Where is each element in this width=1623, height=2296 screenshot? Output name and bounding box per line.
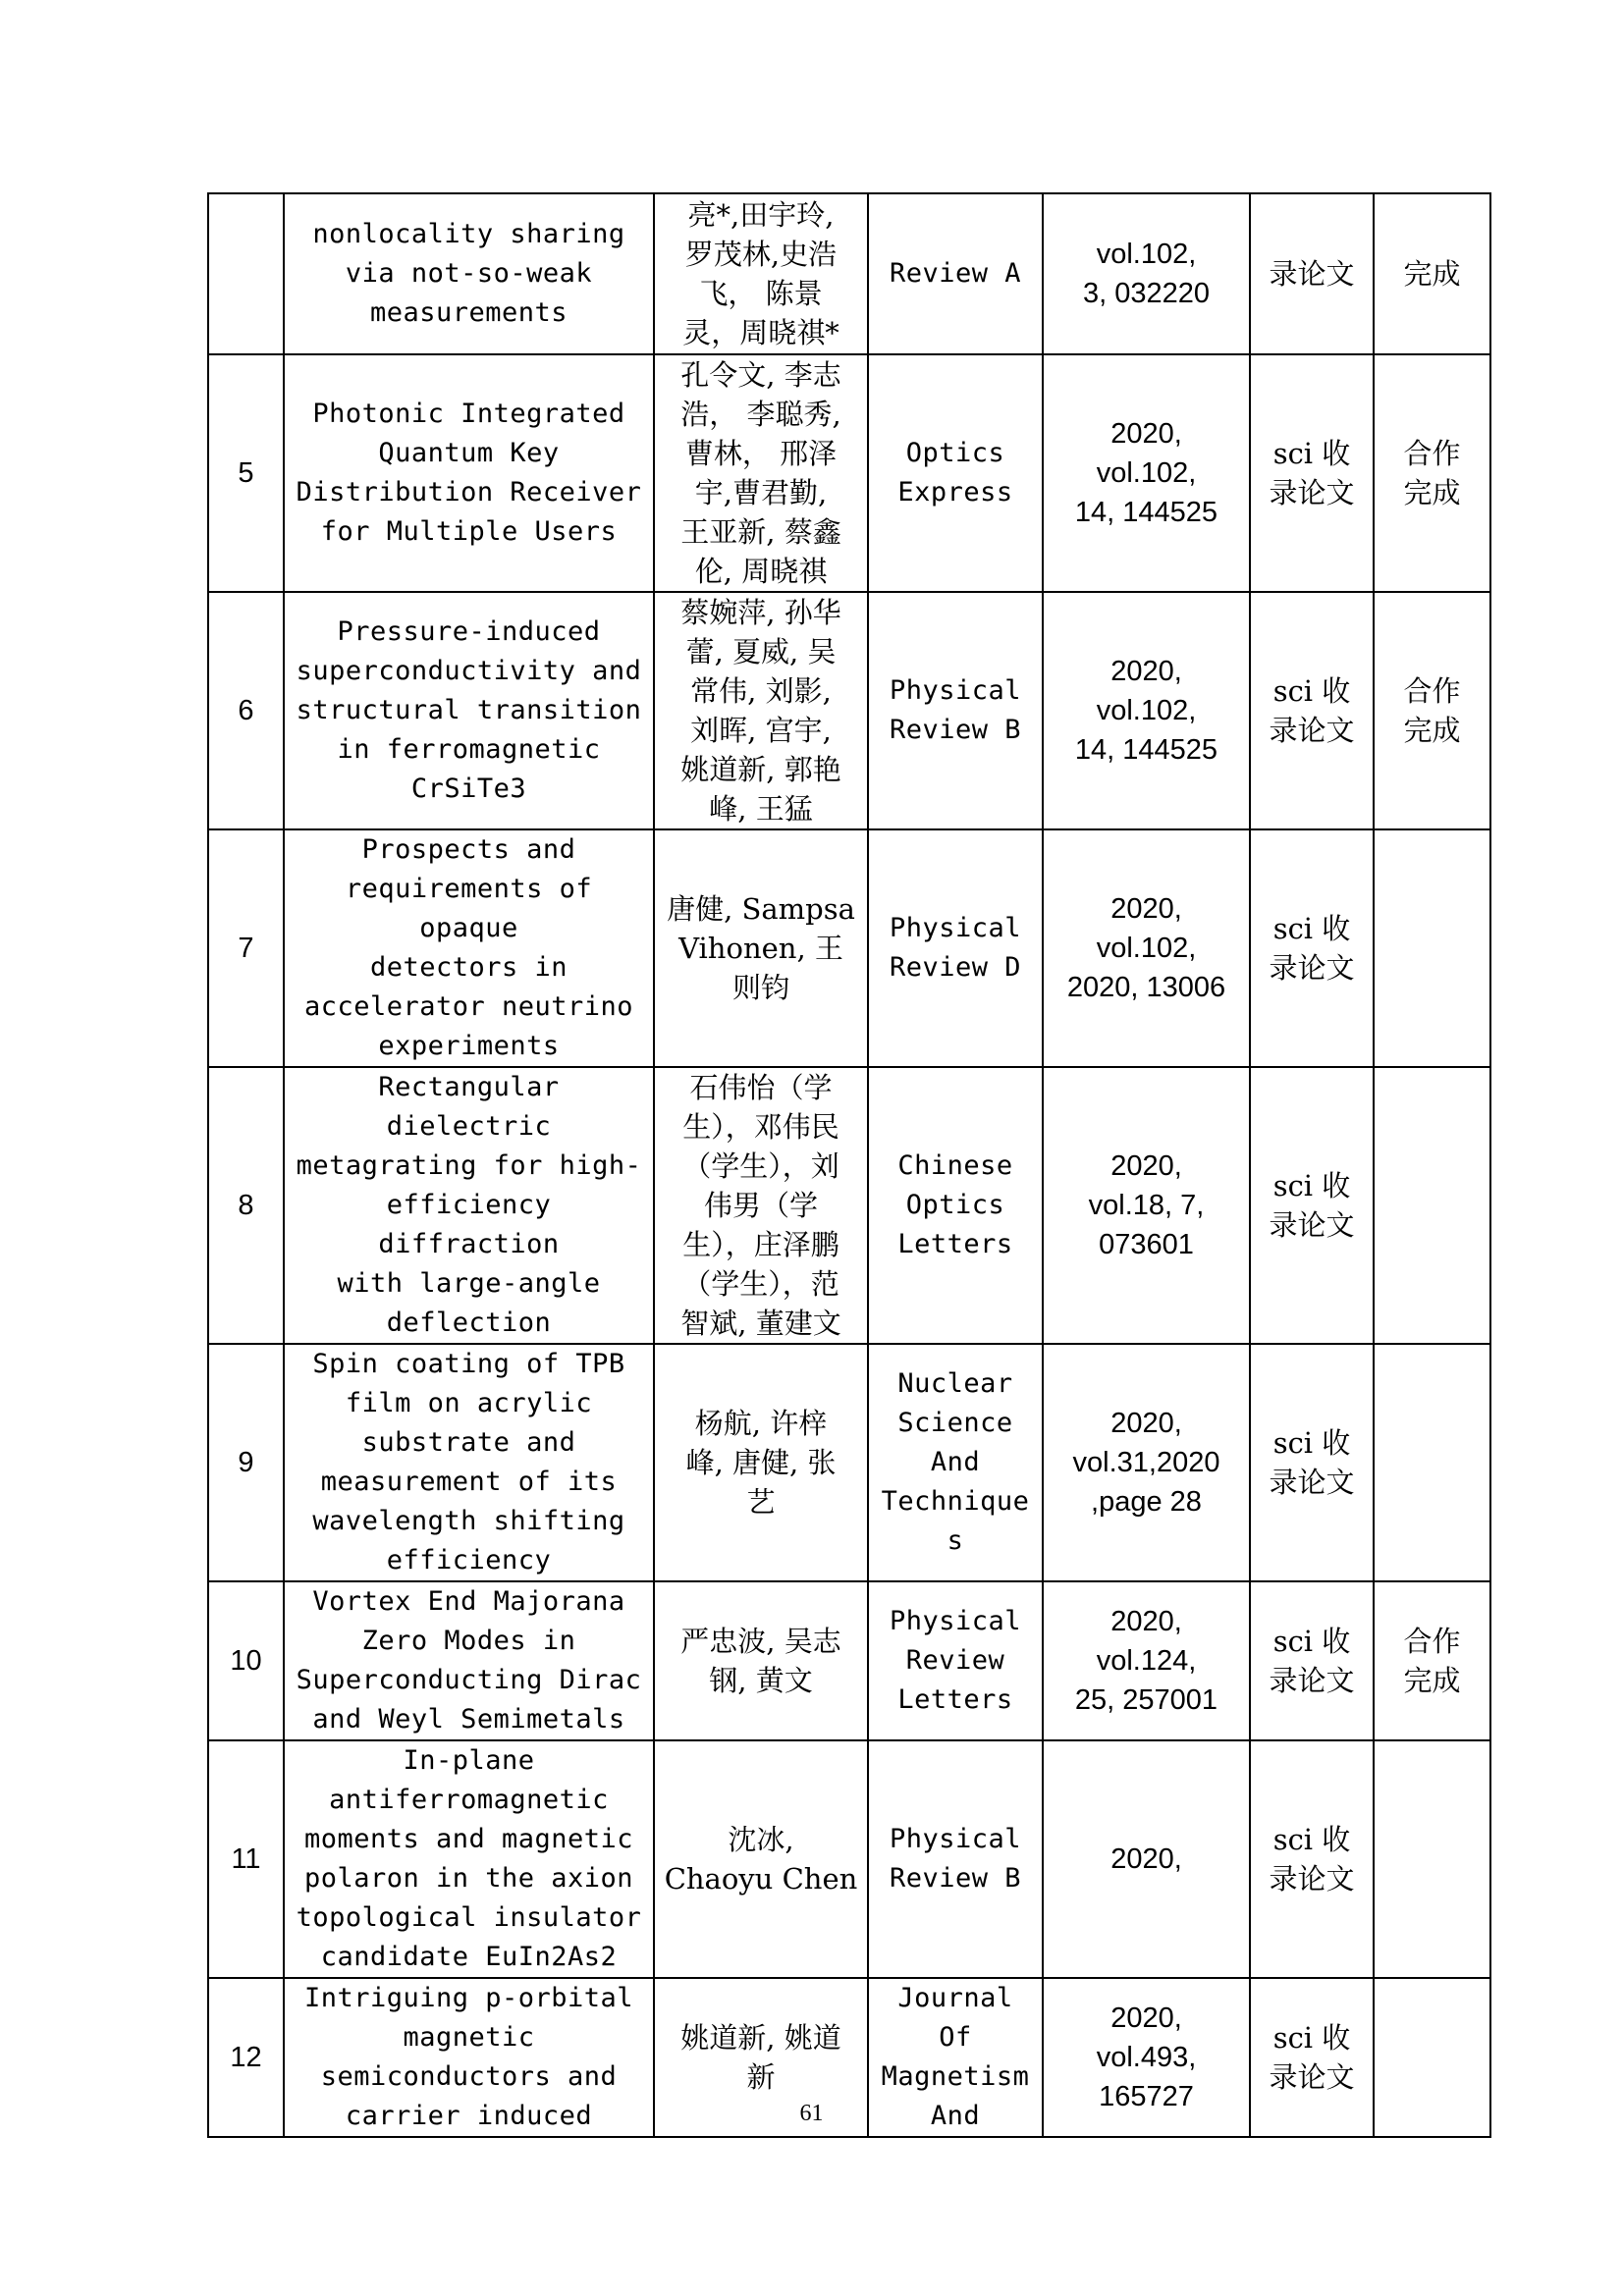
cell-title: [284, 193, 654, 354]
cell-type-text: sci 收 录论文: [1269, 912, 1355, 985]
cell-details: [1043, 1740, 1250, 1978]
cell-number: [208, 829, 284, 1067]
cell-authors-text: 石伟怡（学 生），邓伟民 （学生），刘 伟男（学 生），庄泽鹏 （学生），范 智斌, 董建文: [680, 1071, 841, 1340]
cell-type: [1250, 829, 1374, 1067]
cell-details: [1043, 592, 1250, 829]
cell-number: [208, 354, 284, 592]
cell-authors: [654, 1740, 868, 1978]
cell-number: [208, 592, 284, 829]
cell-type-text: sci 收 录论文: [1269, 1169, 1355, 1242]
cell-title: [284, 592, 654, 829]
cell-details-text: 2020, vol.102, 14, 144525: [1074, 656, 1218, 766]
cell-journal-text: Optics Express: [897, 438, 1013, 507]
cell-title-text: Pressure-induced superconductivity and structural transition in ferromagnetic CrSiTe3: [296, 616, 642, 804]
cell-journal-text: Physical Review B: [889, 675, 1022, 745]
table-row: [208, 193, 1490, 354]
cell-number-text: 12: [230, 2042, 262, 2073]
cell-details: [1043, 829, 1250, 1067]
cell-title: [284, 354, 654, 592]
cell-remark: [1374, 1344, 1490, 1581]
cell-number: [208, 1067, 284, 1344]
cell-details: [1043, 1581, 1250, 1740]
table-row: [208, 1581, 1490, 1740]
cell-authors: [654, 1067, 868, 1344]
cell-number: [208, 193, 284, 354]
cell-details: [1043, 1067, 1250, 1344]
cell-title-text: Intriguing p-orbital magnetic semiconductors and carrier induced: [303, 1983, 634, 2131]
table-body: [208, 193, 1490, 2137]
cell-type-text: sci 收 录论文: [1269, 674, 1355, 747]
cell-journal: [868, 1581, 1043, 1740]
cell-number-text: 5: [238, 457, 254, 489]
page-number: 61: [799, 2101, 824, 2126]
cell-type-text: sci 收 录论文: [1269, 1426, 1355, 1499]
cell-type: [1250, 1344, 1374, 1581]
table-row: [208, 592, 1490, 829]
cell-number-text: 10: [230, 1645, 262, 1677]
cell-type-text: sci 收 录论文: [1269, 437, 1355, 509]
cell-details-text: 2020,: [1110, 1843, 1182, 1875]
cell-remark: [1374, 354, 1490, 592]
cell-number-text: 11: [231, 1843, 261, 1875]
cell-title-text: In-plane antiferromagnetic moments and magnetic polaron in the axion topological insulator candidate EuIn2As2: [296, 1745, 642, 1972]
cell-authors: [654, 592, 868, 829]
cell-journal: [868, 1344, 1043, 1581]
cell-title: [284, 1344, 654, 1581]
cell-details-text: 2020, vol.493, 165727: [1096, 2002, 1197, 2112]
cell-type: [1250, 354, 1374, 592]
cell-number-text: 8: [238, 1190, 254, 1221]
cell-type: [1250, 592, 1374, 829]
cell-authors-text: 亮*,田宇玲, 罗茂林,史浩 飞， 陈景 灵，周晓祺*: [682, 198, 839, 349]
cell-journal-text: Nuclear Science And Technique s: [881, 1368, 1030, 1556]
cell-details: [1043, 1344, 1250, 1581]
cell-journal-text: Physical Review B: [889, 1824, 1022, 1894]
cell-journal-text: Review A: [889, 258, 1022, 289]
cell-remark-text: 合作 完成: [1403, 437, 1461, 509]
cell-type-text: sci 收 录论文: [1269, 1625, 1355, 1697]
cell-title: [284, 1581, 654, 1740]
cell-details-text: 2020, vol.102, 2020, 13006: [1066, 893, 1226, 1003]
cell-title-text: Photonic Integrated Quantum Key Distribution Receiver for Multiple Users: [296, 399, 642, 547]
cell-journal: [868, 829, 1043, 1067]
cell-number: [208, 1740, 284, 1978]
cell-title: [284, 1740, 654, 1978]
cell-details-text: 2020, vol.18, 7, 073601: [1088, 1150, 1205, 1260]
cell-title-text: Spin coating of TPB film on acrylic substrate and measurement of its wavelength shifting efficiency: [312, 1349, 625, 1575]
cell-journal-text: Physical Review D: [889, 913, 1022, 983]
cell-details-text: 2020, vol.31,2020 ,page 28: [1072, 1408, 1220, 1518]
cell-title: [284, 829, 654, 1067]
table-row: [208, 1740, 1490, 1978]
cell-type: [1250, 1581, 1374, 1740]
cell-authors-text: 严忠波, 吴志 钢, 黄文: [680, 1625, 841, 1697]
cell-authors: [654, 1581, 868, 1740]
cell-remark: [1374, 1740, 1490, 1978]
cell-remark: [1374, 193, 1490, 354]
cell-number-text: 6: [238, 695, 254, 726]
cell-journal: [868, 1740, 1043, 1978]
cell-remark-text: 合作 完成: [1403, 674, 1461, 747]
cell-remark-text: 合作 完成: [1403, 1625, 1461, 1697]
cell-title-text: Vortex End Majorana Zero Modes in Superconducting Dirac and Weyl Semimetals: [296, 1586, 642, 1735]
cell-authors-text: 杨航, 许梓 峰, 唐健, 张 艺: [685, 1407, 837, 1519]
cell-authors: [654, 354, 868, 592]
table-row: [208, 829, 1490, 1067]
cell-journal: [868, 193, 1043, 354]
cell-remark: [1374, 1581, 1490, 1740]
table-row: [208, 1344, 1490, 1581]
cell-authors-text: 唐健, Sampsa Vihonen, 王 则钧: [667, 892, 855, 1004]
cell-type: [1250, 193, 1374, 354]
cell-number-text: 7: [238, 933, 254, 964]
cell-number: [208, 1344, 284, 1581]
cell-number: [208, 1581, 284, 1740]
table-row: [208, 354, 1490, 592]
table-row: [208, 1067, 1490, 1344]
cell-details-text: 2020, vol.102, 14, 144525: [1074, 418, 1218, 528]
cell-authors-text: 沈冰, Chaoyu Chen: [664, 1823, 858, 1896]
cell-authors: [654, 1344, 868, 1581]
cell-remark-text: 完成: [1403, 257, 1461, 291]
cell-remark: [1374, 1067, 1490, 1344]
cell-type-text: sci 收 录论文: [1269, 1823, 1355, 1896]
cell-number-text: 9: [238, 1447, 254, 1478]
cell-authors-text: 姚道新, 姚道 新: [680, 2021, 841, 2094]
cell-remark: [1374, 592, 1490, 829]
publications-table: [207, 192, 1491, 2138]
cell-authors: [654, 193, 868, 354]
cell-type: [1250, 1067, 1374, 1344]
cell-journal-text: Journal Of Magnetism And: [881, 1983, 1030, 2131]
cell-type: [1250, 1740, 1374, 1978]
cell-details-text: vol.102, 3, 032220: [1082, 239, 1210, 309]
cell-journal-text: Chinese Optics Letters: [897, 1150, 1013, 1259]
cell-type-text: sci 收 录论文: [1269, 2021, 1355, 2094]
cell-details-text: 2020, vol.124, 25, 257001: [1074, 1606, 1218, 1716]
cell-journal: [868, 354, 1043, 592]
cell-details: [1043, 354, 1250, 592]
cell-title-text: Prospects and requirements of opaque detectors in accelerator neutrino experiments: [303, 834, 634, 1061]
cell-title: [284, 1067, 654, 1344]
cell-journal: [868, 1067, 1043, 1344]
cell-type-text: 录论文: [1269, 257, 1355, 291]
cell-remark: [1374, 829, 1490, 1067]
cell-details: [1043, 193, 1250, 354]
cell-authors-text: 孔令文, 李志 浩， 李聪秀, 曹林， 邢泽 宇,曹君勤, 王亚新, 蔡鑫 伦, 周晓祺: [680, 358, 841, 588]
cell-journal-text: Physical Review Letters: [889, 1606, 1022, 1715]
cell-title-text: Rectangular dielectric metagrating for high- efficiency diffraction with large-angle deflection: [296, 1072, 642, 1338]
cell-journal: [868, 592, 1043, 829]
cell-authors: [654, 829, 868, 1067]
cell-authors-text: 蔡婉萍, 孙华 蕾, 夏威, 吴 常伟, 刘影, 刘晖, 宫宇, 姚道新, 郭艳 峰, 王猛: [680, 596, 841, 826]
cell-title-text: nonlocality sharing via not-so-weak measurements: [312, 219, 625, 328]
